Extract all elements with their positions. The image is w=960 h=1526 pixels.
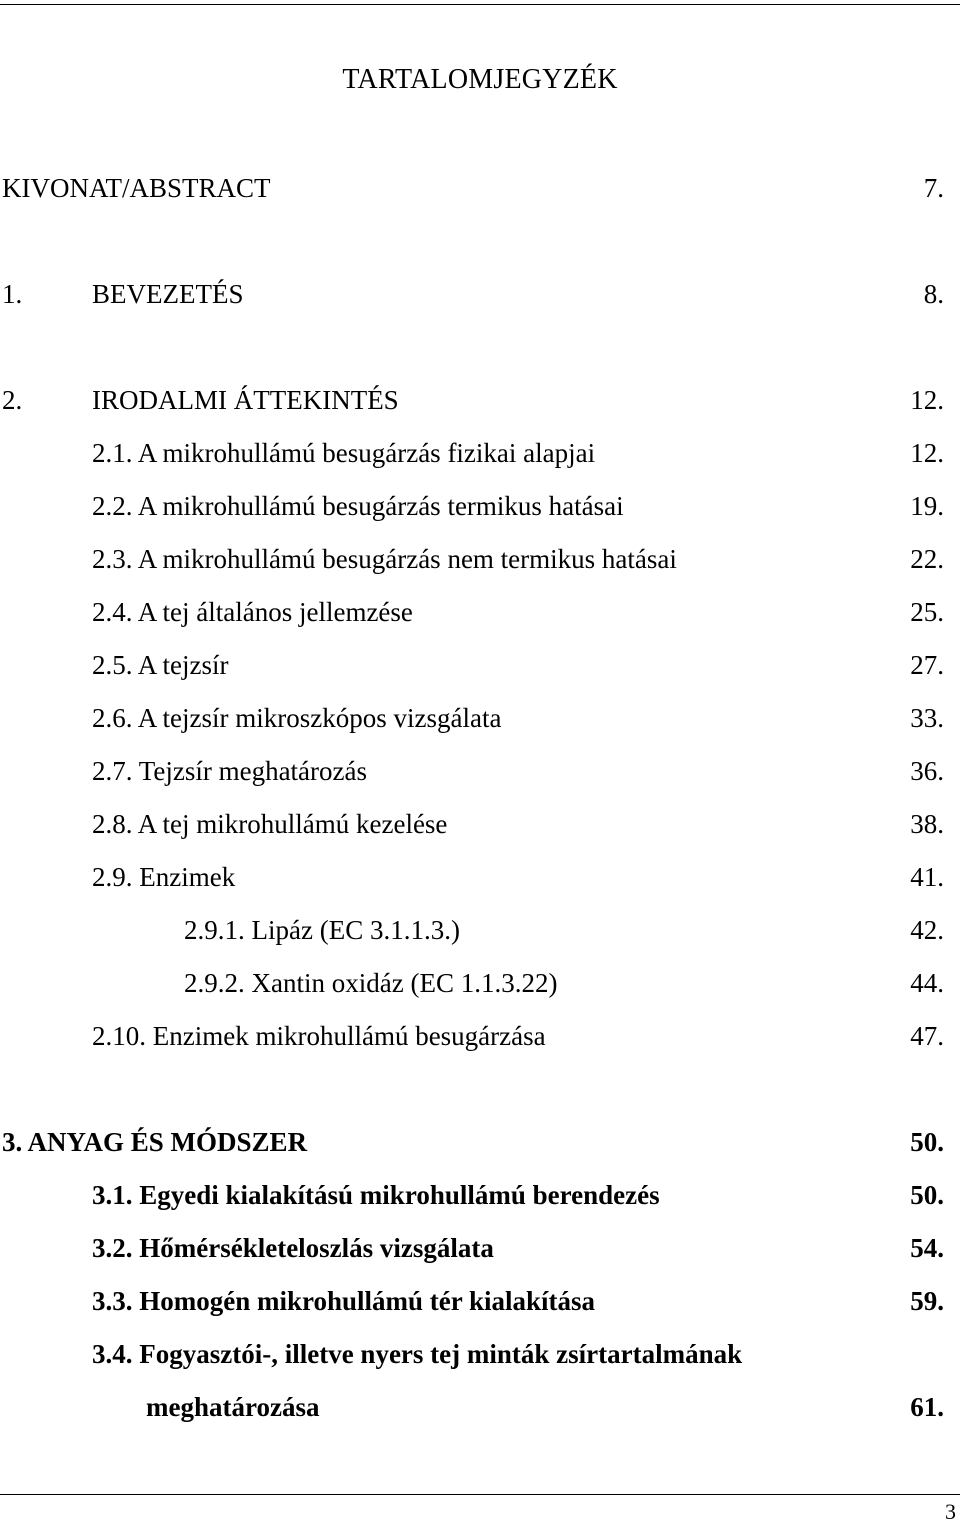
toc-page: 42. bbox=[910, 915, 944, 945]
toc-page: 36. bbox=[910, 756, 944, 786]
toc-entry[interactable]: 2.9. Enzimek bbox=[92, 862, 236, 892]
toc-entry[interactable]: 3.2. Hőmérsékleteloszlás vizsgálata bbox=[92, 1233, 494, 1263]
toc-entry[interactable]: 2.9.1. Lipáz (EC 3.1.1.3.) bbox=[184, 915, 460, 945]
toc-page: 61. bbox=[910, 1392, 944, 1422]
toc-entry-literature-review[interactable]: IRODALMI ÁTTEKINTÉS bbox=[92, 385, 399, 415]
toc-entry-abstract[interactable]: KIVONAT/ABSTRACT bbox=[2, 173, 271, 203]
toc-page: 54. bbox=[910, 1233, 944, 1263]
toc-page: 12. bbox=[910, 438, 944, 468]
toc-entry[interactable]: 2.7. Tejzsír meghatározás bbox=[92, 756, 368, 786]
page-number: 3 bbox=[945, 1499, 956, 1524]
toc-page-introduction: 8. bbox=[923, 279, 944, 309]
toc-entry[interactable]: 2.2. A mikrohullámú besugárzás termikus hatásai bbox=[92, 491, 624, 521]
toc-entry[interactable]: 2.10. Enzimek mikrohullámú besugárzása bbox=[92, 1021, 546, 1051]
toc-page: 59. bbox=[910, 1286, 944, 1316]
toc-entry[interactable]: 2.8. A tej mikrohullámú kezelése bbox=[92, 809, 448, 839]
page-title: TARTALOMJEGYZÉK bbox=[342, 64, 618, 95]
toc-page-literature-review: 12. bbox=[910, 385, 944, 415]
toc-entry[interactable]: 3.1. Egyedi kialakítású mikrohullámú berendezés bbox=[92, 1180, 660, 1210]
toc-page: 47. bbox=[910, 1021, 944, 1051]
toc-chapter-number-2: 2. bbox=[2, 385, 23, 415]
toc-page: 33. bbox=[910, 703, 944, 733]
toc-entry[interactable]: 2.5. A tejzsír bbox=[92, 650, 229, 680]
toc-page: 44. bbox=[910, 968, 944, 998]
toc-entry[interactable]: 3.3. Homogén mikrohullámú tér kialakítása bbox=[92, 1286, 596, 1316]
toc-entry-introduction[interactable]: BEVEZETÉS bbox=[92, 279, 244, 309]
toc-entry-continuation[interactable]: meghatározása bbox=[146, 1392, 320, 1422]
top-rule bbox=[0, 4, 960, 5]
toc-entry[interactable]: 2.4. A tej általános jellemzése bbox=[92, 597, 413, 627]
toc-entry-materials-methods[interactable]: 3. ANYAG ÉS MÓDSZER bbox=[2, 1127, 308, 1157]
toc-page: 22. bbox=[910, 544, 944, 574]
toc-page: 41. bbox=[910, 862, 944, 892]
toc-entry[interactable]: 3.4. Fogyasztói-, illetve nyers tej minták zsírtartalmának bbox=[92, 1339, 743, 1369]
toc-page: 38. bbox=[910, 809, 944, 839]
toc-page: 27. bbox=[910, 650, 944, 680]
toc-chapter-number-1: 1. bbox=[2, 279, 23, 309]
toc-entry[interactable]: 2.6. A tejzsír mikroszkópos vizsgálata bbox=[92, 703, 502, 733]
toc-page: 25. bbox=[910, 597, 944, 627]
toc-page-abstract: 7. bbox=[923, 173, 944, 203]
toc-entry[interactable]: 2.3. A mikrohullámú besugárzás nem termikus hatásai bbox=[92, 544, 677, 574]
toc-page-materials-methods: 50. bbox=[910, 1127, 944, 1157]
toc-page: 50. bbox=[910, 1180, 944, 1210]
footer-rule bbox=[0, 1494, 960, 1495]
toc-page: 19. bbox=[910, 491, 944, 521]
toc-entry[interactable]: 2.1. A mikrohullámú besugárzás fizikai alapjai bbox=[92, 438, 596, 468]
toc-entry[interactable]: 2.9.2. Xantin oxidáz (EC 1.1.3.22) bbox=[184, 968, 558, 998]
